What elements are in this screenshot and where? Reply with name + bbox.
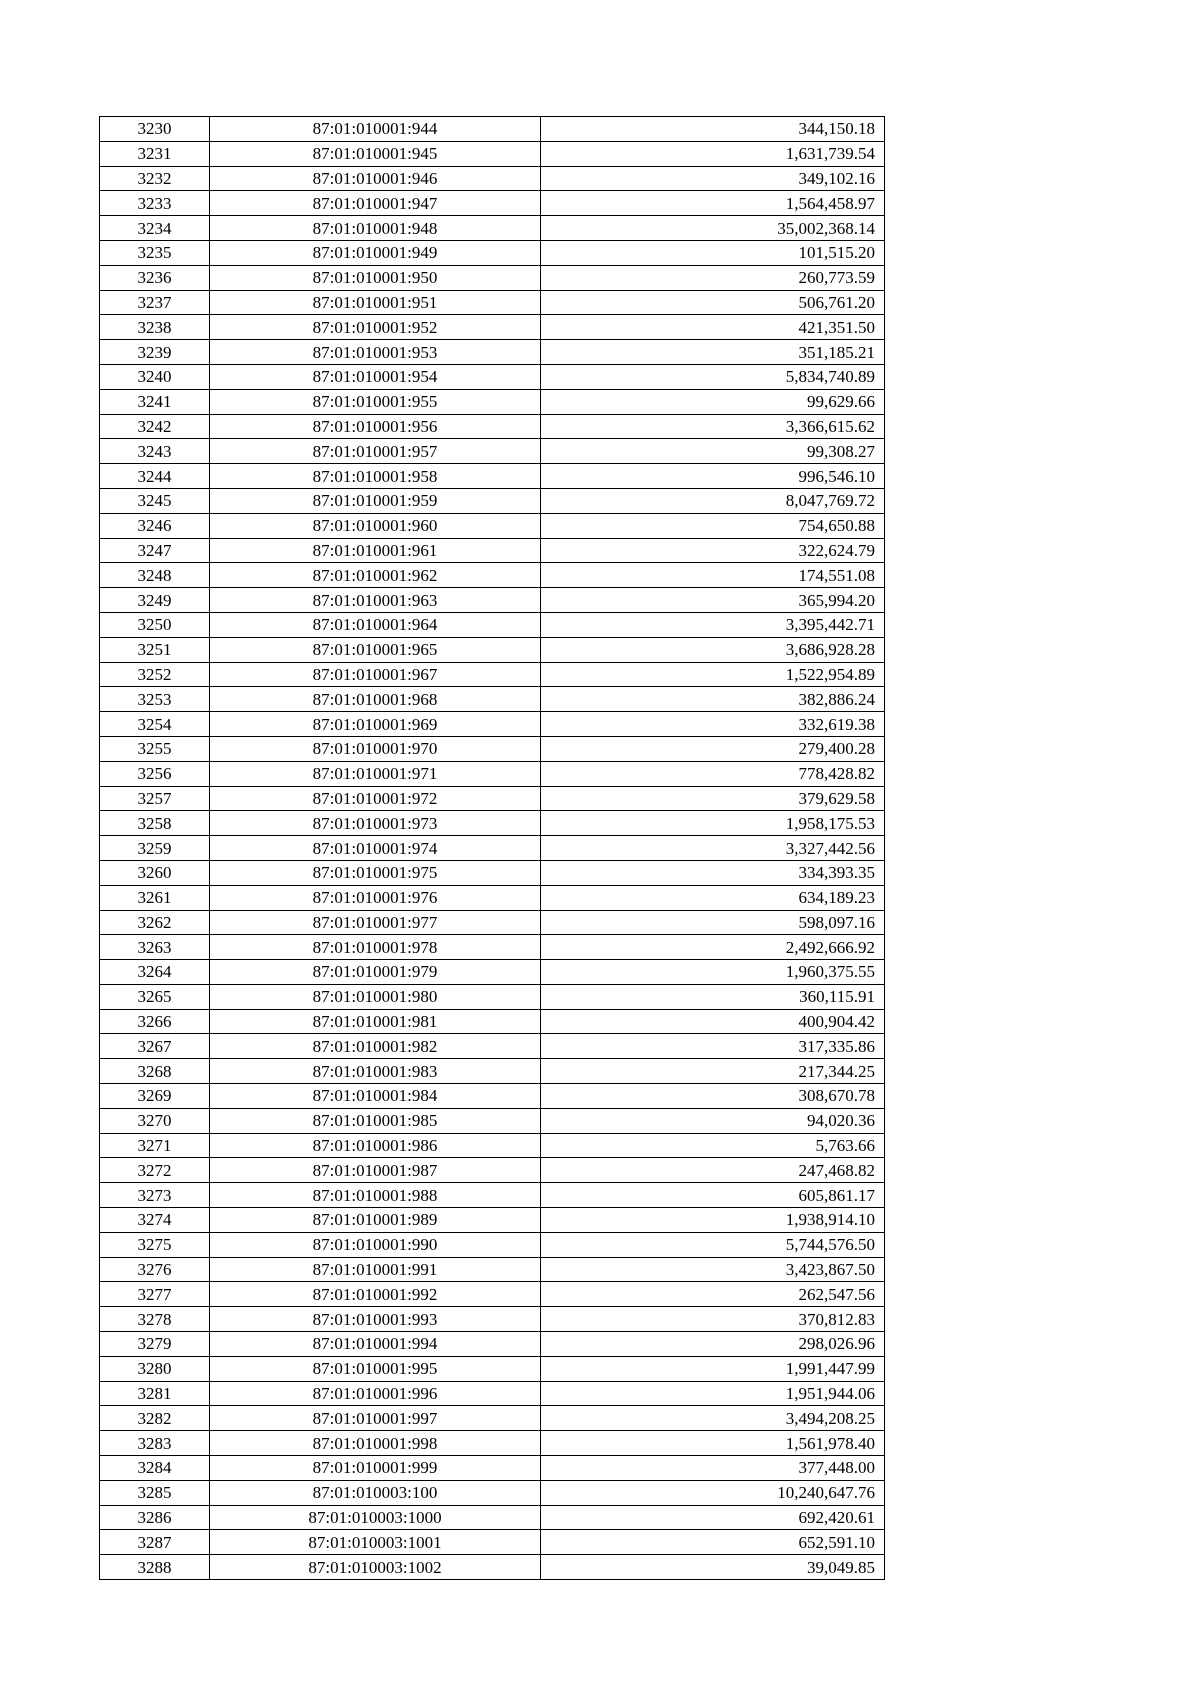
cadastral-number-cell: 87:01:010001:993 — [210, 1307, 541, 1332]
cadastral-number-cell: 87:01:010001:944 — [210, 117, 541, 142]
cadastral-number-cell: 87:01:010001:959 — [210, 488, 541, 513]
cadastral-number-cell: 87:01:010001:984 — [210, 1084, 541, 1109]
table-row — [100, 761, 885, 786]
value-cell: 3,494,208.25 — [541, 1406, 885, 1431]
cadastral-number-cell: 87:01:010001:970 — [210, 736, 541, 761]
row-number-cell: 3244 — [100, 464, 210, 489]
table-row — [100, 315, 885, 340]
value-cell: 1,522,954.89 — [541, 662, 885, 687]
table-row — [100, 1282, 885, 1307]
row-number-cell: 3232 — [100, 166, 210, 191]
cadastral-number-cell: 87:01:010001:981 — [210, 1009, 541, 1034]
table-row — [100, 1505, 885, 1530]
table-row — [100, 1406, 885, 1431]
table-row — [100, 1034, 885, 1059]
cadastral-number-cell: 87:01:010001:986 — [210, 1133, 541, 1158]
value-cell: 506,761.20 — [541, 290, 885, 315]
row-number-cell: 3242 — [100, 414, 210, 439]
row-number-cell: 3284 — [100, 1456, 210, 1481]
cadastral-number-cell: 87:01:010001:953 — [210, 340, 541, 365]
value-cell: 174,551.08 — [541, 563, 885, 588]
table-row — [100, 1084, 885, 1109]
table-row — [100, 1307, 885, 1332]
cadastral-number-cell: 87:01:010001:949 — [210, 240, 541, 265]
table-row — [100, 1009, 885, 1034]
cadastral-number-cell: 87:01:010001:973 — [210, 811, 541, 836]
row-number-cell: 3267 — [100, 1034, 210, 1059]
cadastral-number-cell: 87:01:010001:946 — [210, 166, 541, 191]
table-row — [100, 736, 885, 761]
table-row — [100, 687, 885, 712]
row-number-cell: 3271 — [100, 1133, 210, 1158]
cadastral-number-cell: 87:01:010001:998 — [210, 1431, 541, 1456]
row-number-cell: 3234 — [100, 216, 210, 241]
value-cell: 605,861.17 — [541, 1183, 885, 1208]
value-cell: 349,102.16 — [541, 166, 885, 191]
table-row — [100, 1232, 885, 1257]
row-number-cell: 3281 — [100, 1381, 210, 1406]
value-cell: 377,448.00 — [541, 1456, 885, 1481]
table-row — [100, 1555, 885, 1580]
value-cell: 35,002,368.14 — [541, 216, 885, 241]
table-row — [100, 1530, 885, 1555]
table-row — [100, 191, 885, 216]
table-row — [100, 1108, 885, 1133]
row-number-cell: 3272 — [100, 1158, 210, 1183]
value-cell: 3,423,867.50 — [541, 1257, 885, 1282]
cadastral-number-cell: 87:01:010001:976 — [210, 885, 541, 910]
value-cell: 262,547.56 — [541, 1282, 885, 1307]
value-cell: 382,886.24 — [541, 687, 885, 712]
cadastral-number-cell: 87:01:010001:985 — [210, 1108, 541, 1133]
table-row — [100, 166, 885, 191]
value-cell: 2,492,666.92 — [541, 935, 885, 960]
row-number-cell: 3276 — [100, 1257, 210, 1282]
cadastral-number-cell: 87:01:010001:962 — [210, 563, 541, 588]
cadastral-number-cell: 87:01:010003:1001 — [210, 1530, 541, 1555]
cadastral-number-cell: 87:01:010001:963 — [210, 588, 541, 613]
cadastral-number-cell: 87:01:010001:994 — [210, 1332, 541, 1357]
cadastral-number-cell: 87:01:010001:955 — [210, 389, 541, 414]
table-row — [100, 1208, 885, 1233]
cadastral-number-cell: 87:01:010001:965 — [210, 637, 541, 662]
value-cell: 344,150.18 — [541, 117, 885, 142]
value-cell: 334,393.35 — [541, 860, 885, 885]
row-number-cell: 3262 — [100, 910, 210, 935]
cadastral-number-cell: 87:01:010001:982 — [210, 1034, 541, 1059]
table-row — [100, 1456, 885, 1481]
row-number-cell: 3266 — [100, 1009, 210, 1034]
cadastral-number-cell: 87:01:010001:974 — [210, 836, 541, 861]
cadastral-number-cell: 87:01:010001:957 — [210, 439, 541, 464]
value-cell: 247,468.82 — [541, 1158, 885, 1183]
cadastral-number-cell: 87:01:010001:967 — [210, 662, 541, 687]
cadastral-number-cell: 87:01:010001:945 — [210, 141, 541, 166]
cadastral-number-cell: 87:01:010001:987 — [210, 1158, 541, 1183]
cadastral-number-cell: 87:01:010001:989 — [210, 1208, 541, 1233]
table-row — [100, 340, 885, 365]
value-cell: 1,951,944.06 — [541, 1381, 885, 1406]
table-row — [100, 216, 885, 241]
table-row — [100, 1480, 885, 1505]
value-cell: 692,420.61 — [541, 1505, 885, 1530]
table-row — [100, 513, 885, 538]
table-row — [100, 637, 885, 662]
row-number-cell: 3248 — [100, 563, 210, 588]
table-row — [100, 1158, 885, 1183]
value-cell: 754,650.88 — [541, 513, 885, 538]
table-row — [100, 563, 885, 588]
cadastral-number-cell: 87:01:010001:975 — [210, 860, 541, 885]
value-cell: 3,327,442.56 — [541, 836, 885, 861]
cadastral-number-cell: 87:01:010001:968 — [210, 687, 541, 712]
row-number-cell: 3263 — [100, 935, 210, 960]
cadastral-number-cell: 87:01:010001:992 — [210, 1282, 541, 1307]
table-row — [100, 811, 885, 836]
value-cell: 1,561,978.40 — [541, 1431, 885, 1456]
row-number-cell: 3279 — [100, 1332, 210, 1357]
table-row — [100, 588, 885, 613]
value-cell: 308,670.78 — [541, 1084, 885, 1109]
table-row — [100, 612, 885, 637]
table-row — [100, 860, 885, 885]
row-number-cell: 3257 — [100, 786, 210, 811]
value-cell: 217,344.25 — [541, 1059, 885, 1084]
table-row — [100, 389, 885, 414]
row-number-cell: 3256 — [100, 761, 210, 786]
row-number-cell: 3253 — [100, 687, 210, 712]
value-cell: 94,020.36 — [541, 1108, 885, 1133]
value-cell: 322,624.79 — [541, 538, 885, 563]
value-cell: 400,904.42 — [541, 1009, 885, 1034]
value-cell: 379,629.58 — [541, 786, 885, 811]
cadastral-number-cell: 87:01:010001:952 — [210, 315, 541, 340]
table-row — [100, 1381, 885, 1406]
cadastral-number-cell: 87:01:010001:995 — [210, 1356, 541, 1381]
row-number-cell: 3287 — [100, 1530, 210, 1555]
value-cell: 10,240,647.76 — [541, 1480, 885, 1505]
row-number-cell: 3254 — [100, 712, 210, 737]
row-number-cell: 3233 — [100, 191, 210, 216]
row-number-cell: 3240 — [100, 364, 210, 389]
cadastral-number-cell: 87:01:010001:961 — [210, 538, 541, 563]
row-number-cell: 3231 — [100, 141, 210, 166]
table-row — [100, 1356, 885, 1381]
row-number-cell: 3230 — [100, 117, 210, 142]
value-cell: 317,335.86 — [541, 1034, 885, 1059]
row-number-cell: 3247 — [100, 538, 210, 563]
row-number-cell: 3243 — [100, 439, 210, 464]
table-row — [100, 538, 885, 563]
row-number-cell: 3265 — [100, 984, 210, 1009]
value-cell: 3,366,615.62 — [541, 414, 885, 439]
row-number-cell: 3252 — [100, 662, 210, 687]
row-number-cell: 3288 — [100, 1555, 210, 1580]
cadastral-number-cell: 87:01:010001:977 — [210, 910, 541, 935]
cadastral-number-cell: 87:01:010001:971 — [210, 761, 541, 786]
row-number-cell: 3261 — [100, 885, 210, 910]
value-cell: 298,026.96 — [541, 1332, 885, 1357]
table-row — [100, 290, 885, 315]
table-row — [100, 984, 885, 1009]
row-number-cell: 3238 — [100, 315, 210, 340]
row-number-cell: 3280 — [100, 1356, 210, 1381]
row-number-cell: 3274 — [100, 1208, 210, 1233]
table-row — [100, 364, 885, 389]
table-row — [100, 960, 885, 985]
row-number-cell: 3236 — [100, 265, 210, 290]
row-number-cell: 3246 — [100, 513, 210, 538]
cadastral-number-cell: 87:01:010001:948 — [210, 216, 541, 241]
row-number-cell: 3277 — [100, 1282, 210, 1307]
value-cell: 279,400.28 — [541, 736, 885, 761]
value-cell: 1,938,914.10 — [541, 1208, 885, 1233]
table-row — [100, 662, 885, 687]
cadastral-number-cell: 87:01:010001:999 — [210, 1456, 541, 1481]
cadastral-number-cell: 87:01:010003:100 — [210, 1480, 541, 1505]
cadastral-number-cell: 87:01:010003:1000 — [210, 1505, 541, 1530]
value-cell: 778,428.82 — [541, 761, 885, 786]
cadastral-value-table — [99, 116, 885, 1580]
row-number-cell: 3264 — [100, 960, 210, 985]
table-row — [100, 117, 885, 142]
table-row — [100, 1332, 885, 1357]
row-number-cell: 3269 — [100, 1084, 210, 1109]
row-number-cell: 3270 — [100, 1108, 210, 1133]
row-number-cell: 3241 — [100, 389, 210, 414]
table-row — [100, 836, 885, 861]
value-cell: 5,834,740.89 — [541, 364, 885, 389]
table-row — [100, 265, 885, 290]
row-number-cell: 3259 — [100, 836, 210, 861]
cadastral-number-cell: 87:01:010001:978 — [210, 935, 541, 960]
cadastral-number-cell: 87:01:010001:980 — [210, 984, 541, 1009]
row-number-cell: 3245 — [100, 488, 210, 513]
row-number-cell: 3237 — [100, 290, 210, 315]
row-number-cell: 3251 — [100, 637, 210, 662]
table-row — [100, 1257, 885, 1282]
table-row — [100, 910, 885, 935]
value-cell: 1,958,175.53 — [541, 811, 885, 836]
cadastral-number-cell: 87:01:010001:969 — [210, 712, 541, 737]
cadastral-number-cell: 87:01:010001:972 — [210, 786, 541, 811]
cadastral-number-cell: 87:01:010001:983 — [210, 1059, 541, 1084]
value-cell: 351,185.21 — [541, 340, 885, 365]
value-cell: 332,619.38 — [541, 712, 885, 737]
cadastral-number-cell: 87:01:010003:1002 — [210, 1555, 541, 1580]
row-number-cell: 3260 — [100, 860, 210, 885]
table-body — [100, 117, 885, 1580]
table-row — [100, 1183, 885, 1208]
cadastral-number-cell: 87:01:010001:990 — [210, 1232, 541, 1257]
value-cell: 1,991,447.99 — [541, 1356, 885, 1381]
value-cell: 101,515.20 — [541, 240, 885, 265]
value-cell: 5,763.66 — [541, 1133, 885, 1158]
cadastral-number-cell: 87:01:010001:960 — [210, 513, 541, 538]
value-cell: 39,049.85 — [541, 1555, 885, 1580]
cadastral-number-cell: 87:01:010001:988 — [210, 1183, 541, 1208]
value-cell: 634,189.23 — [541, 885, 885, 910]
value-cell: 370,812.83 — [541, 1307, 885, 1332]
table-row — [100, 885, 885, 910]
table-row — [100, 240, 885, 265]
value-cell: 652,591.10 — [541, 1530, 885, 1555]
cadastral-number-cell: 87:01:010001:951 — [210, 290, 541, 315]
row-number-cell: 3273 — [100, 1183, 210, 1208]
table-row — [100, 712, 885, 737]
value-cell: 5,744,576.50 — [541, 1232, 885, 1257]
cadastral-number-cell: 87:01:010001:947 — [210, 191, 541, 216]
row-number-cell: 3250 — [100, 612, 210, 637]
value-cell: 996,546.10 — [541, 464, 885, 489]
cadastral-number-cell: 87:01:010001:954 — [210, 364, 541, 389]
row-number-cell: 3278 — [100, 1307, 210, 1332]
cadastral-number-cell: 87:01:010001:991 — [210, 1257, 541, 1282]
value-cell: 99,308.27 — [541, 439, 885, 464]
row-number-cell: 3282 — [100, 1406, 210, 1431]
cadastral-number-cell: 87:01:010001:958 — [210, 464, 541, 489]
cadastral-number-cell: 87:01:010001:950 — [210, 265, 541, 290]
value-cell: 99,629.66 — [541, 389, 885, 414]
value-cell: 421,351.50 — [541, 315, 885, 340]
table-row — [100, 439, 885, 464]
cadastral-number-cell: 87:01:010001:997 — [210, 1406, 541, 1431]
row-number-cell: 3249 — [100, 588, 210, 613]
value-cell: 360,115.91 — [541, 984, 885, 1009]
table-row — [100, 786, 885, 811]
cadastral-number-cell: 87:01:010001:996 — [210, 1381, 541, 1406]
value-cell: 3,395,442.71 — [541, 612, 885, 637]
cadastral-number-cell: 87:01:010001:956 — [210, 414, 541, 439]
value-cell: 8,047,769.72 — [541, 488, 885, 513]
table-row — [100, 1133, 885, 1158]
value-cell: 1,564,458.97 — [541, 191, 885, 216]
row-number-cell: 3258 — [100, 811, 210, 836]
row-number-cell: 3283 — [100, 1431, 210, 1456]
row-number-cell: 3239 — [100, 340, 210, 365]
table-row — [100, 1059, 885, 1084]
row-number-cell: 3286 — [100, 1505, 210, 1530]
value-cell: 598,097.16 — [541, 910, 885, 935]
row-number-cell: 3268 — [100, 1059, 210, 1084]
cadastral-number-cell: 87:01:010001:964 — [210, 612, 541, 637]
value-cell: 365,994.20 — [541, 588, 885, 613]
value-cell: 1,960,375.55 — [541, 960, 885, 985]
table-row — [100, 1431, 885, 1456]
table-row — [100, 488, 885, 513]
table-row — [100, 935, 885, 960]
value-cell: 1,631,739.54 — [541, 141, 885, 166]
row-number-cell: 3235 — [100, 240, 210, 265]
value-cell: 3,686,928.28 — [541, 637, 885, 662]
row-number-cell: 3285 — [100, 1480, 210, 1505]
row-number-cell: 3255 — [100, 736, 210, 761]
cadastral-number-cell: 87:01:010001:979 — [210, 960, 541, 985]
table-row — [100, 141, 885, 166]
value-cell: 260,773.59 — [541, 265, 885, 290]
table-row — [100, 414, 885, 439]
table-row — [100, 464, 885, 489]
row-number-cell: 3275 — [100, 1232, 210, 1257]
